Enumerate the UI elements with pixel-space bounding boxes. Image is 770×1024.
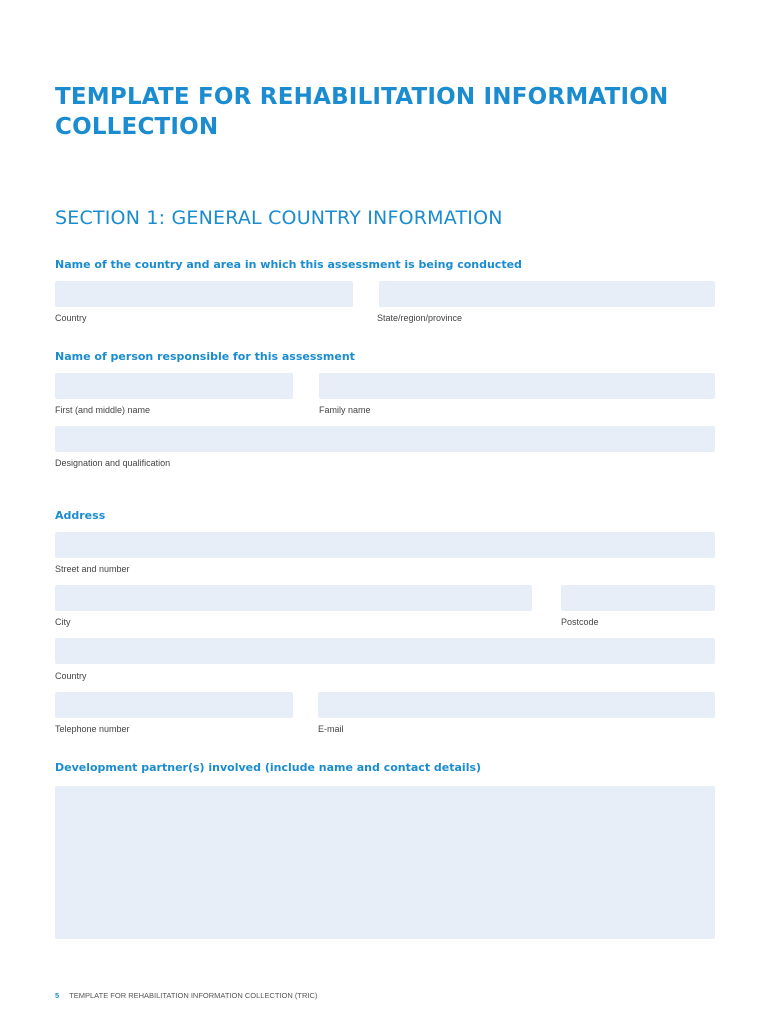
state-region-province-field[interactable] — [379, 281, 715, 307]
document-title-line-2: COLLECTION — [55, 114, 219, 140]
address-country-label: Country — [55, 671, 87, 681]
telephone-field[interactable] — [55, 692, 293, 718]
page-number: 5 — [55, 991, 60, 1000]
running-title: TEMPLATE FOR REHABILITATION INFORMATION COLLECTION (TRIC) — [69, 991, 318, 1000]
address-country-field[interactable] — [55, 638, 715, 664]
postcode-field[interactable] — [561, 585, 715, 611]
street-number-label: Street and number — [55, 564, 130, 574]
email-label: E-mail — [318, 724, 344, 734]
country-field[interactable] — [55, 281, 353, 307]
street-number-field[interactable] — [55, 532, 715, 558]
first-middle-name-label: First (and middle) name — [55, 405, 151, 415]
person-heading: Name of person responsible for this assessment — [55, 350, 355, 363]
document-title-line-1: TEMPLATE FOR REHABILITATION INFORMATION — [55, 84, 669, 110]
first-middle-name-field[interactable] — [55, 373, 293, 399]
section-title: SECTION 1: GENERAL COUNTRY INFORMATION — [55, 207, 503, 229]
email-field[interactable] — [318, 692, 715, 718]
city-field[interactable] — [55, 585, 532, 611]
page-footer — [55, 991, 317, 1000]
designation-qualification-label: Designation and qualification — [55, 458, 171, 468]
country-label: Country — [55, 313, 87, 323]
family-name-label: Family name — [319, 405, 371, 415]
partners-heading: Development partner(s) involved (include name and contact details) — [55, 761, 482, 774]
telephone-label: Telephone number — [55, 724, 130, 734]
designation-qualification-field[interactable] — [55, 426, 715, 452]
state-region-province-label: State/region/province — [377, 313, 463, 323]
city-label: City — [55, 617, 71, 627]
address-heading: Address — [55, 509, 106, 522]
location-heading: Name of the country and area in which this assessment is being conducted — [55, 258, 522, 271]
development-partners-textarea[interactable] — [55, 786, 715, 939]
postcode-label: Postcode — [561, 617, 599, 627]
document-title — [55, 82, 695, 142]
family-name-field[interactable] — [319, 373, 715, 399]
